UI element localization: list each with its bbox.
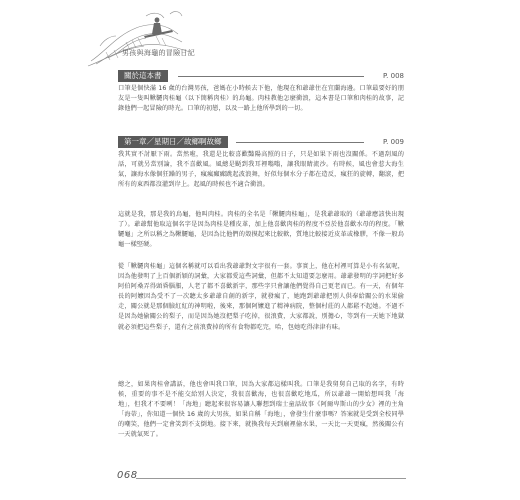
section-header-chapter-one — [118, 136, 404, 148]
running-header-book-title: 男孩與海龜的冒險日記 — [122, 49, 195, 57]
section-label: 第一章／星期日／故鄉啊故鄉 — [118, 136, 228, 148]
paragraph: 從「鞦韆肉桂龜」這個名稱就可以看出我爺爺對文字很有一套。事實上，他在村裡可算是小有名氣呢，因為他發明了上百個新穎的詞彙，大家都愛這些詞彙，但都不太知道要怎麼用。爺爺發明的字詞把好多阿伯阿桑弄得頭昏腦脹，人老了都不喜歡新字，那些字只會讓他們覺得自己更老而已。有一天，有個年長的阿嬤因為受不了一次聽太多爺爺自創的新字，就發瘋了，她跑到爺爺把別人供奉給關公的水果偷走，關公就是那個臉紅紅的神明啦，後來，那個阿嬤進了精神病院，整個村莊的人都鬆不起她。不過不是因為她偷關公的梨子，而是因為她沒把梨子吃掉，很浪費，大家都說，別擔心，等到有一天她下地獄就必須把這些梨子，還有之前浪費掉的所有食物都吃完，哈，包她吃得津津有味。 — [118, 263, 404, 331]
section-page-ref: P. 008 — [383, 72, 404, 80]
wave-surfer-illustration — [86, 6, 196, 68]
section-header-about — [118, 70, 404, 82]
page-number: 068 — [117, 470, 138, 481]
paragraph: 這就是我，那是我的烏龜，他叫肉桂。肉桂的全名是「鞦韆肉桂龜」，是我爺爺取的（爺爺應該快出現了）。爺爺幫他取這個名字是因為肉桂是種皮革，加上他喜歡肉桂的程度不亞於他喜歡水母的程度。「鞦韆龜」之所以稱之為鞦韆龜，是因為比他們的殼摸起來比較軟，質地比較接近皮革或橡膠，不像一般烏龜一樣堅硬。 — [118, 211, 404, 249]
section-page-ref: P. 009 — [383, 138, 404, 146]
paragraph: 口筆是個快滿 16 歲的台灣男孩，爸媽在小時候去下他，他現在和爺爺住在宜蘭海邊。口筆最要好的朋友是一隻叫鞦韆肉桂龜（以下簡稱肉桂）的烏龜。肉桂教他怎麼衝浪，這本書是口筆和肉桂的故事，記錄他們一起冒險的時光。口筆的初戀，以及一路上他所學到的一切。 — [118, 85, 404, 113]
paragraph: 我其實不討厭下雨。當然啦，我還是比較喜歡豔陽高照的日子，只是如果下雨也沒關係。不過刮風的話，可就另當別論，我不喜歡風。風總是颳到我耳裡嗡嗡，讓我眼睛流沙。有時候，風也會惹大海生氣，讓海水像個狂躁的男子，瘋瘋癲癲跳起波浪舞，好似每個水分子都在造反，瘋狂的旋轉，翻滾，把所有的東西都沒灌到岸上。起風的時候也不適合衝浪。 — [118, 151, 404, 189]
paragraph: 總之，如果肉桂會講話，他也會叫我口筆，因為大家都這樣叫我。口筆是我舅舅自己取的名字，有時候，重要的事不是不能交給別人決定，我很喜歡海，也很喜歡吃地瓜，所以爺爺一開始想叫我「海地」，但我才不要咧！「海地」聽起來很容易讓人聯想到瑞士童話故事《阿爾卑斯山的少女》裡的主角「海蒂」，你知道一個快 16 歲的大男孩，如果自稱「海地」，會發生什麼事嗎？答案就是受到全校同學的嘲笑，他們一定會笑到不支倒地。接下來，就換我每天到廟裡偷水果，一天比一天更瘋，然後關公有一天就氣死了。 — [118, 381, 404, 439]
section-label: 關於這本書 — [118, 70, 168, 82]
section-rule — [236, 142, 364, 143]
footer-rule — [136, 478, 406, 479]
section-rule — [178, 76, 364, 77]
